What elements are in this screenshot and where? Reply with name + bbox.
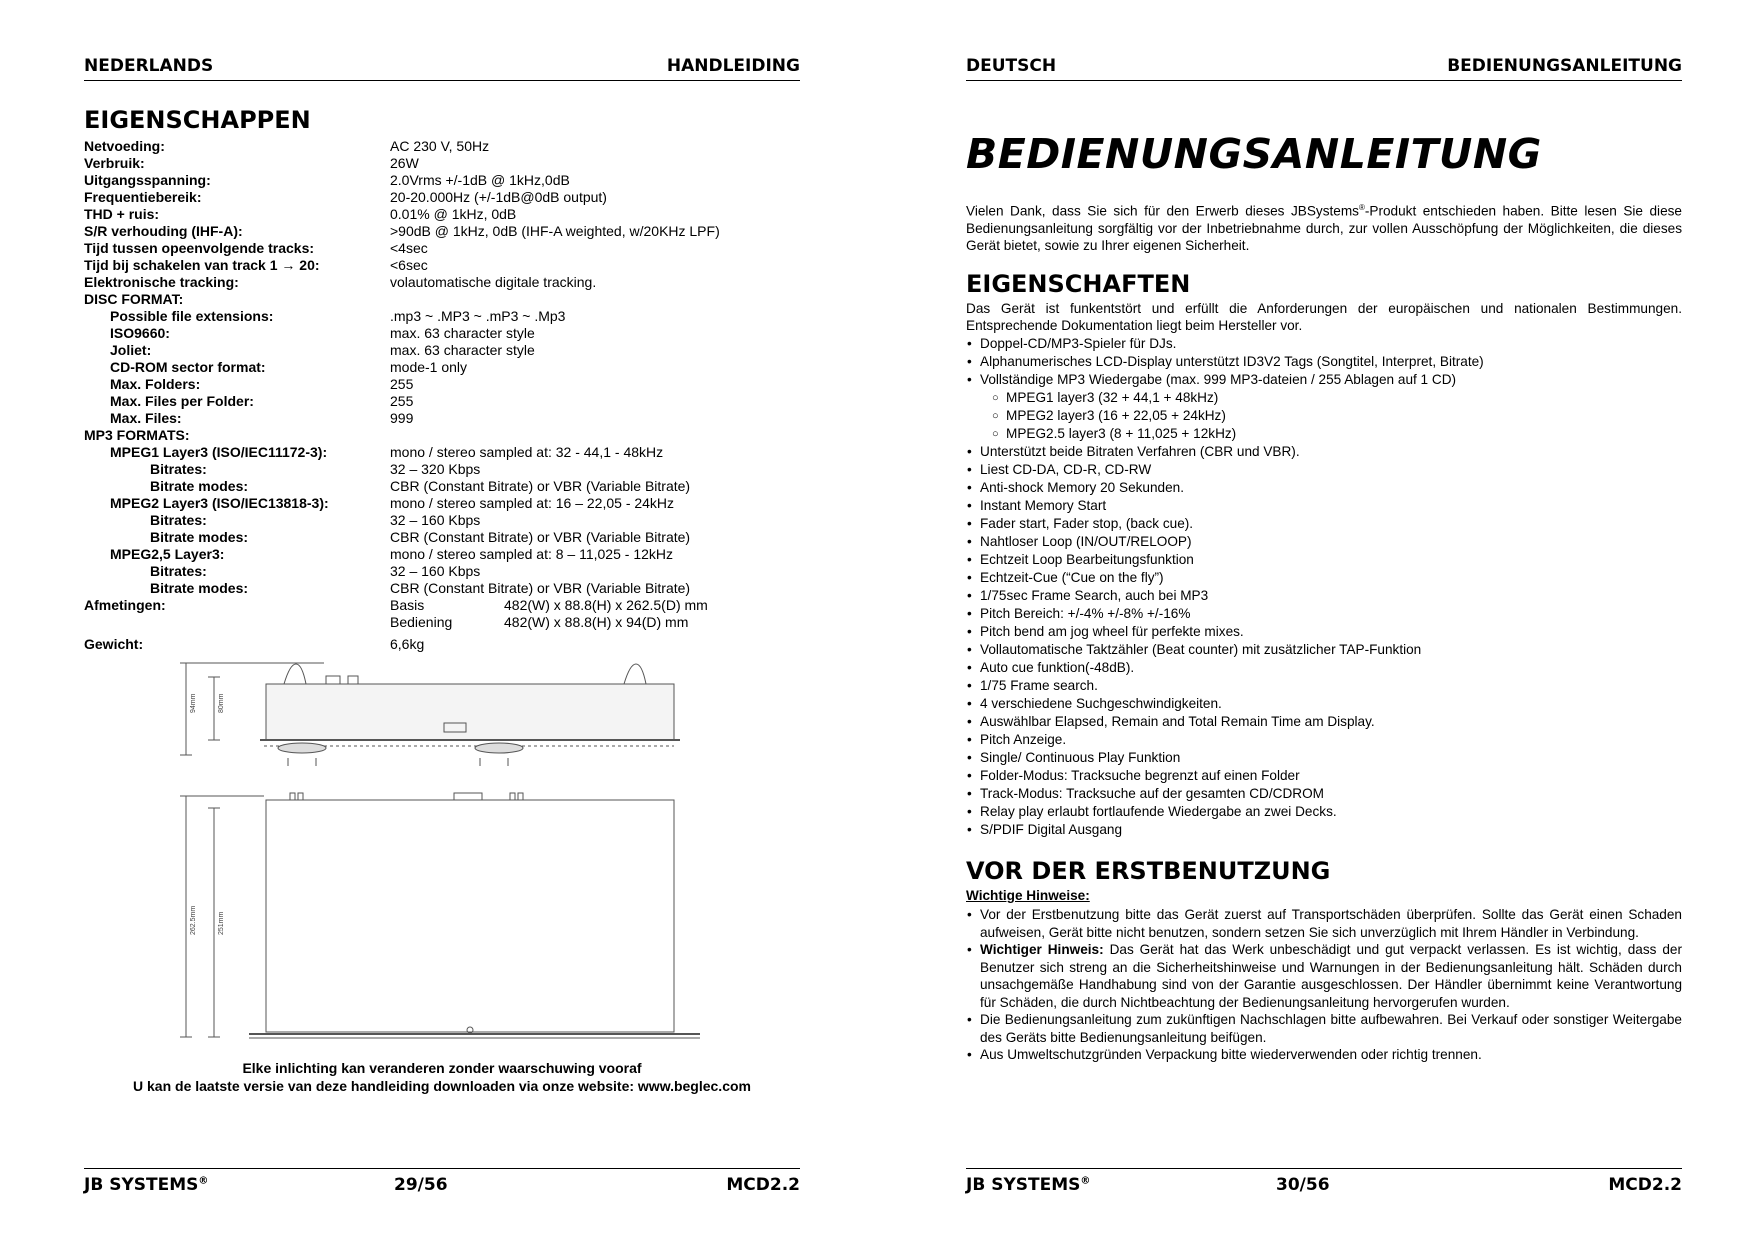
before-use-item: [966, 906, 1682, 941]
spec-key: MP3 FORMATS:: [84, 427, 190, 443]
feature-item: • Alphanumerisches LCD-Display unterstützt ID3V2 Tags (Songtitel, Interpret, Bitrate): [966, 353, 1682, 371]
spec-key: Netvoeding:: [84, 138, 165, 154]
spec-value: 26W: [390, 155, 419, 171]
spec-key: Uitgangsspanning:: [84, 172, 211, 188]
before-use-item: [966, 1011, 1682, 1046]
spec-key: ISO9660:: [110, 325, 170, 341]
spec-key: Max. Files:: [110, 410, 182, 426]
right-page: [966, 0, 1682, 1240]
feature-item: • Fader start, Fader stop, (back cue).: [966, 515, 1682, 533]
feature-item: • 1/75 Frame search.: [966, 677, 1682, 695]
footer-brand: JB SYSTEMS®: [84, 1175, 209, 1195]
feature-item: • Doppel-CD/MP3-Spieler für DJs.: [966, 335, 1682, 353]
feature-item: • Vollautomatische Taktzähler (Beat counter) mit zusätzlicher TAP-Funktion: [966, 641, 1682, 659]
spec-value: 0.01% @ 1kHz, 0dB: [390, 206, 517, 222]
feature-item: • Single/ Continuous Play Funktion: [966, 749, 1682, 767]
page-footer-left: [84, 1168, 800, 1199]
spec-key: MPEG1 Layer3 (ISO/IEC11172-3):: [110, 444, 328, 460]
spec-key: Tijd bij schakelen van track 1 → 20:: [84, 257, 320, 273]
features-list: [966, 335, 1682, 839]
footer-brand: JB SYSTEMS®: [966, 1175, 1091, 1195]
spec-key: Frequentiebereik:: [84, 189, 202, 205]
before-use-item-bold: Wichtiger Hinweis:: [980, 942, 1104, 957]
header-language: NEDERLANDS: [84, 56, 214, 76]
before-use-item-text: Die Bedienungsanleitung zum zukünftigen Nachschlagen bitte aufbewahren. Bei Verkauf oder sonstiger Weitergabe des Geräts bitte Bedienungsanleitung beifügen.: [980, 1012, 1682, 1045]
feature-item: • Auto cue funktion(-48dB).: [966, 659, 1682, 677]
main-title: BEDIENUNGSANLEITUNG: [966, 130, 1542, 178]
feature-item: • 1/75sec Frame Search, auch bei MP3: [966, 587, 1682, 605]
drawing-label-depth-inner: 251mm: [218, 911, 225, 935]
feature-item: • Folder-Modus: Tracksuche begrenzt auf einen Folder: [966, 767, 1682, 785]
registered-mark: ®: [198, 1175, 209, 1187]
spec-value: 6,6kg: [390, 636, 425, 652]
spec-key: MPEG2,5 Layer3:: [110, 546, 225, 562]
drawing-label-height-outer: 94mm: [190, 693, 197, 713]
feature-item: • Liest CD-DA, CD-R, CD-RW: [966, 461, 1682, 479]
notice-line-1: Elke inlichting kan veranderen zonder waarschuwing vooraf: [242, 1060, 642, 1076]
features-intro: Das Gerät ist funkentstört und erfüllt die Anforderungen der europäischen und nationalen Bestimmungen. Entsprechende Dokumentation liegt beim Hersteller vor.: [966, 301, 1682, 333]
feature-item: • 4 verschiedene Suchgeschwindigkeiten.: [966, 695, 1682, 713]
spec-value: <6sec: [390, 257, 428, 273]
spec-value: AC 230 V, 50Hz: [390, 138, 490, 154]
spec-value: CBR (Constant Bitrate) or VBR (Variable Bitrate): [390, 529, 691, 545]
feature-item: • Track-Modus: Tracksuche auf der gesamten CD/CDROM: [966, 785, 1682, 803]
spec-key: CD-ROM sector format:: [110, 359, 266, 375]
spec-value: 255: [390, 376, 414, 392]
spec-value: 32 – 160 Kbps: [390, 512, 481, 528]
feature-item: • Relay play erlaubt fortlaufende Wiedergabe an zwei Decks.: [966, 803, 1682, 821]
spec-key: Bitrate modes:: [150, 529, 249, 545]
spec-value: mono / stereo sampled at: 32 - 44,1 - 48kHz: [390, 444, 664, 460]
page-footer-right: [966, 1168, 1682, 1199]
feature-item: ○ MPEG1 layer3 (32 + 44,1 + 48kHz): [966, 389, 1682, 407]
section-title-eigenschappen: EIGENSCHAPPEN: [84, 106, 311, 134]
device-dimension-drawing: [84, 0, 800, 1240]
spec-key: Bitrate modes:: [150, 580, 249, 596]
feature-item: • Unterstützt beide Bitraten Verfahren (CBR und VBR).: [966, 443, 1682, 461]
spec-value: Basis: [390, 597, 425, 613]
before-use-item-text: Das Gerät hat das Werk unbeschädigt und gut verpackt verlassen. Es ist wichtig, dass der Benutzer sich streng an die Sicherheitshinweise und Warnungen in der Bedienungsanleitung hält. Schäden durch unsachgemäße Handhabung sind von der Garantie ausgeschlossen. Der Händler übernimmt keine Verantwortung für Schäden, die durch Nichtbeachtung der Bedienungsanleitung hervorgerufen wurden.: [980, 942, 1682, 1010]
header-title: HANDLEIDING: [666, 56, 800, 76]
feature-item: • Nahtloser Loop (IN/OUT/RELOOP): [966, 533, 1682, 551]
spec-key: DISC FORMAT:: [84, 291, 184, 307]
footer-model: MCD2.2: [1608, 1175, 1682, 1195]
feature-item: • Anti-shock Memory 20 Sekunden.: [966, 479, 1682, 497]
spec-key: S/R verhouding (IHF-A):: [84, 223, 243, 239]
before-use-list: [966, 906, 1682, 1064]
intro-paragraph: Vielen Dank, dass Sie sich für den Erwerb dieses JBSystems®-Produkt entschieden haben. Bitte lesen Sie diese Bedienungsanleitung sorgfältig vor der Inbetriebnahme durch, zur vollen Ausschöpfung der Möglichkeiten, die dieses Gerät bietet, sowie zu Ihrer eigenen Sicherheit.: [966, 203, 1682, 253]
spec-key: Max. Files per Folder:: [110, 393, 254, 409]
footer-model: MCD2.2: [726, 1175, 800, 1195]
registered-mark: ®: [1080, 1175, 1091, 1187]
feature-item: • Echtzeit-Cue (“Cue on the fly”): [966, 569, 1682, 587]
spec-key: Possible file extensions:: [110, 308, 274, 324]
spec-key: THD + ruis:: [84, 206, 160, 222]
left-page: [84, 0, 800, 1240]
feature-item: ○ MPEG2 layer3 (16 + 22,05 + 24kHz): [966, 407, 1682, 425]
spec-key: Joliet:: [110, 342, 152, 358]
spec-key: Verbruik:: [84, 155, 145, 171]
feature-item: • Instant Memory Start: [966, 497, 1682, 515]
before-use-item-text: Vor der Erstbenutzung bitte das Gerät zuerst auf Transportschäden überprüfen. Sollte das Gerät einen Schaden aufweisen, Gerät bitte nicht benutzen, sondern setzen Sie sich unverzüglich mit Ihrem Händler in Verbindung.: [980, 907, 1682, 940]
before-use-item-text: Aus Umweltschutzgründen Verpackung bitte wiederverwenden oder richtig trennen.: [980, 1047, 1482, 1062]
feature-item: • Pitch Anzeige.: [966, 731, 1682, 749]
spec-value: 20-20.000Hz (+/-1dB@0dB output): [390, 189, 607, 205]
spec-value: mono / stereo sampled at: 16 – 22,05 - 24kHz: [390, 495, 675, 511]
spec-key: Bitrates:: [150, 563, 207, 579]
spec-value: 999: [390, 410, 414, 426]
feature-item: • Pitch bend am jog wheel für perfekte mixes.: [966, 623, 1682, 641]
notice-line-2: U kan de laatste versie van deze handleiding downloaden via onze website: www.beglec.com: [133, 1078, 751, 1094]
spec-value: <4sec: [390, 240, 428, 256]
spec-value: mode-1 only: [390, 359, 468, 375]
spec-key: Bitrates:: [150, 461, 207, 477]
section-title-vor-der-erstbenutzung: VOR DER ERSTBENUTZUNG: [966, 857, 1331, 885]
spec-value: CBR (Constant Bitrate) or VBR (Variable Bitrate): [390, 580, 691, 596]
spec-value: 32 – 160 Kbps: [390, 563, 481, 579]
feature-item: • S/PDIF Digital Ausgang: [966, 821, 1682, 839]
spec-value: 2.0Vrms +/-1dB @ 1kHz,0dB: [390, 172, 570, 188]
drawing-label-height-inner: 80mm: [218, 693, 225, 713]
spec-value: max. 63 character style: [390, 342, 535, 358]
spec-value: 482(W) x 88.8(H) x 94(D) mm: [504, 614, 689, 630]
important-notes-label: Wichtige Hinweise:: [966, 888, 1090, 903]
spec-key: Gewicht:: [84, 636, 144, 652]
feature-item: • Vollständige MP3 Wiedergabe (max. 999 MP3-dateien / 255 Ablagen auf 1 CD): [966, 371, 1682, 389]
spec-value: 255: [390, 393, 414, 409]
page-header-right: [966, 56, 1682, 81]
feature-item: ○ MPEG2.5 layer3 (8 + 11,025 + 12kHz): [966, 425, 1682, 443]
spec-value: max. 63 character style: [390, 325, 535, 341]
header-language: DEUTSCH: [966, 56, 1057, 76]
feature-item: • Auswählbar Elapsed, Remain and Total Remain Time am Display.: [966, 713, 1682, 731]
spec-key: Bitrates:: [150, 512, 207, 528]
section-title-eigenschaften: EIGENSCHAFTEN: [966, 270, 1191, 298]
spec-value: >90dB @ 1kHz, 0dB (IHF-A weighted, w/20KHz LPF): [390, 223, 720, 239]
spec-key: MPEG2 Layer3 (ISO/IEC13818-3):: [110, 495, 329, 511]
drawing-label-depth-outer: 262.5mm: [190, 905, 197, 935]
spec-value: 482(W) x 88.8(H) x 262.5(D) mm: [504, 597, 708, 613]
spec-key: Elektronische tracking:: [84, 274, 239, 290]
spec-value: mono / stereo sampled at: 8 – 11,025 - 12kHz: [390, 546, 674, 562]
header-title: BEDIENUNGSANLEITUNG: [1447, 56, 1682, 76]
spec-key: Bitrate modes:: [150, 478, 249, 494]
spec-value: volautomatische digitale tracking.: [390, 274, 597, 290]
spec-value: CBR (Constant Bitrate) or VBR (Variable Bitrate): [390, 478, 691, 494]
spec-key: Tijd tussen opeenvolgende tracks:: [84, 240, 315, 256]
before-use-item: [966, 941, 1682, 1011]
spec-value: .mp3 ~ .MP3 ~ .mP3 ~ .Mp3: [390, 308, 566, 324]
before-use-item: [966, 1046, 1682, 1064]
spec-key: Afmetingen:: [84, 597, 166, 613]
feature-item: • Pitch Bereich: +/-4% +/-8% +/-16%: [966, 605, 1682, 623]
spec-value: Bediening: [390, 614, 453, 630]
footer-page-number: 30/56: [1276, 1175, 1330, 1195]
footer-page-number: 29/56: [394, 1175, 448, 1195]
feature-item: • Echtzeit Loop Bearbeitungsfunktion: [966, 551, 1682, 569]
spec-key: Max. Folders:: [110, 376, 201, 392]
spec-value: 32 – 320 Kbps: [390, 461, 481, 477]
